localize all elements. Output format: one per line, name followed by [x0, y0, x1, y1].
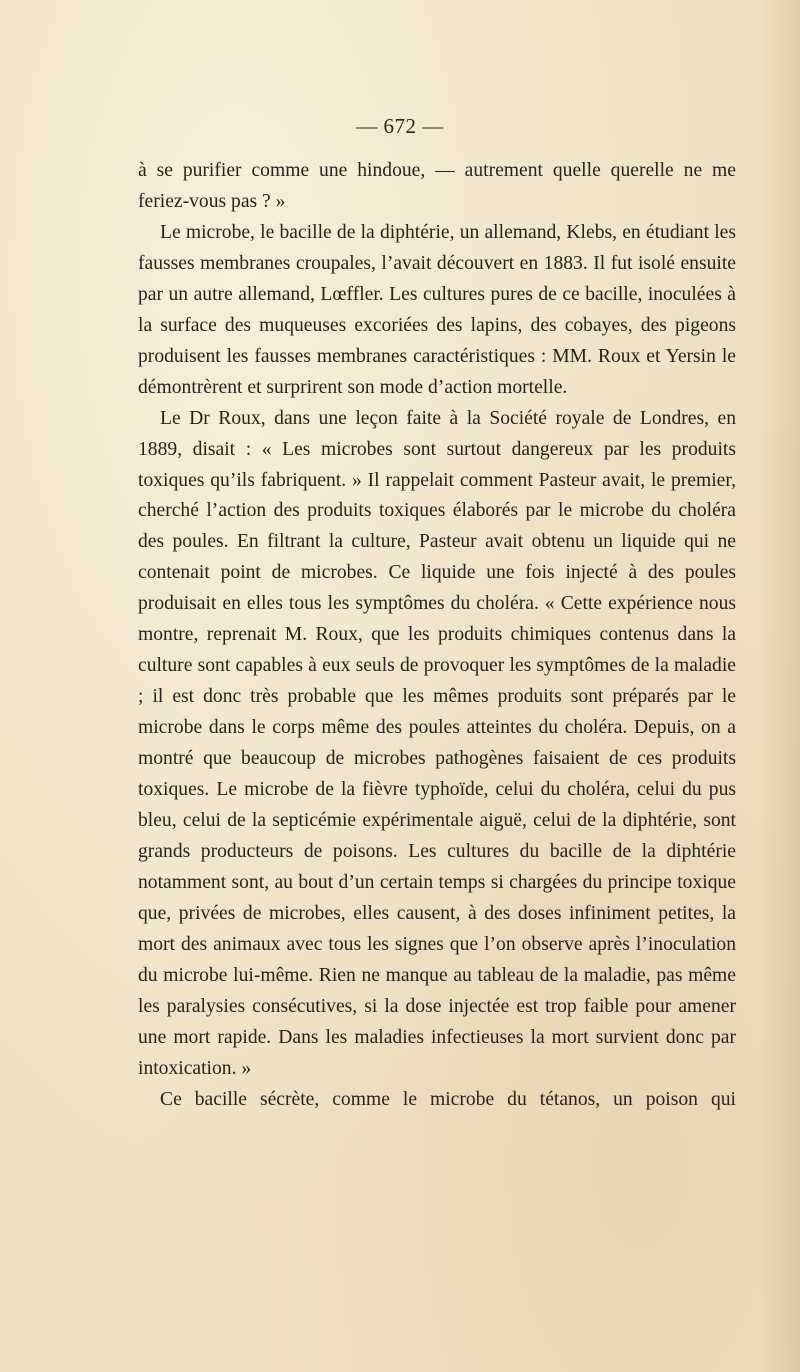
paragraph-continuation: à se purifier comme une hindoue, — autrement quelle querelle ne me feriez-vous pas ? » [138, 160, 736, 212]
paragraph-roux-lecture: Le Dr Roux, dans une leçon faite à la Société royale de Londres, en 1889, disait : « Les microbes sont surtout dangereux par les produits toxiques qu’ils fabriquent. » Il rappelait comment Pasteur avait, le premier, cherché l’action des produits toxiques élaborés par le microbe du choléra des poules. En filtrant la culture, Pasteur avait obtenu un liquide qui ne contenait point de microbes. Ce liquide une fois injecté à des poules produisait en elles tous les symptômes du choléra. « Cette expérience nous montre, reprenait M. Roux, que les produits chimiques contenus dans la culture sont capables à eux seuls de provoquer les symptômes de la maladie ; il est donc très probable que les mêmes produits sont préparés par le microbe dans le corps même des poules atteintes du choléra. Depuis, on a montré que beaucoup de microbes pathogènes faisaient de ces produits toxiques. Le microbe de la fièvre typhoïde, celui du choléra, celui du pus bleu, celui de la septicémie expérimentale aiguë, celui de la diphtérie, sont grands producteurs de poisons. Les cultures du bacille de la diphtérie notamment sont, au bout d’un certain temps si chargées du principe toxique que, privées de microbes, elles causent, à des doses infiniment petites, la mort des animaux avec tous les signes que l’on observe après l’inoculation du microbe lui-même. Rien ne manque au tableau de la maladie, pas même les paralysies consécutives, si la dose injectée est trop faible pour amener une mort rapide. Dans les maladies infectieuses la mort survient donc par intoxication. » [138, 407, 736, 1079]
page-edge-shadow [760, 0, 800, 1372]
page-number: — 672 — [356, 114, 444, 138]
body-text [138, 156, 736, 1116]
paragraph-klebs-discovery: Le microbe, le bacille de la diphtérie, un allemand, Klebs, en étudiant les fausses membranes croupales, l’avait découvert en 1883. Il fut isolé ensuite par un autre allemand, Lœffler. Les cultures pures de ce bacille, inoculées à la surface des muqueuses excoriées des lapins, des cobayes, des pigeons produisent les fausses membranes caractéristiques : MM. Roux et Yersin le démontrèrent et surprirent son mode d’action mortelle. [138, 221, 736, 398]
paragraph-bacillus-secretion: Ce bacille sécrète, comme le microbe du tétanos, un poison qui [160, 1088, 736, 1110]
